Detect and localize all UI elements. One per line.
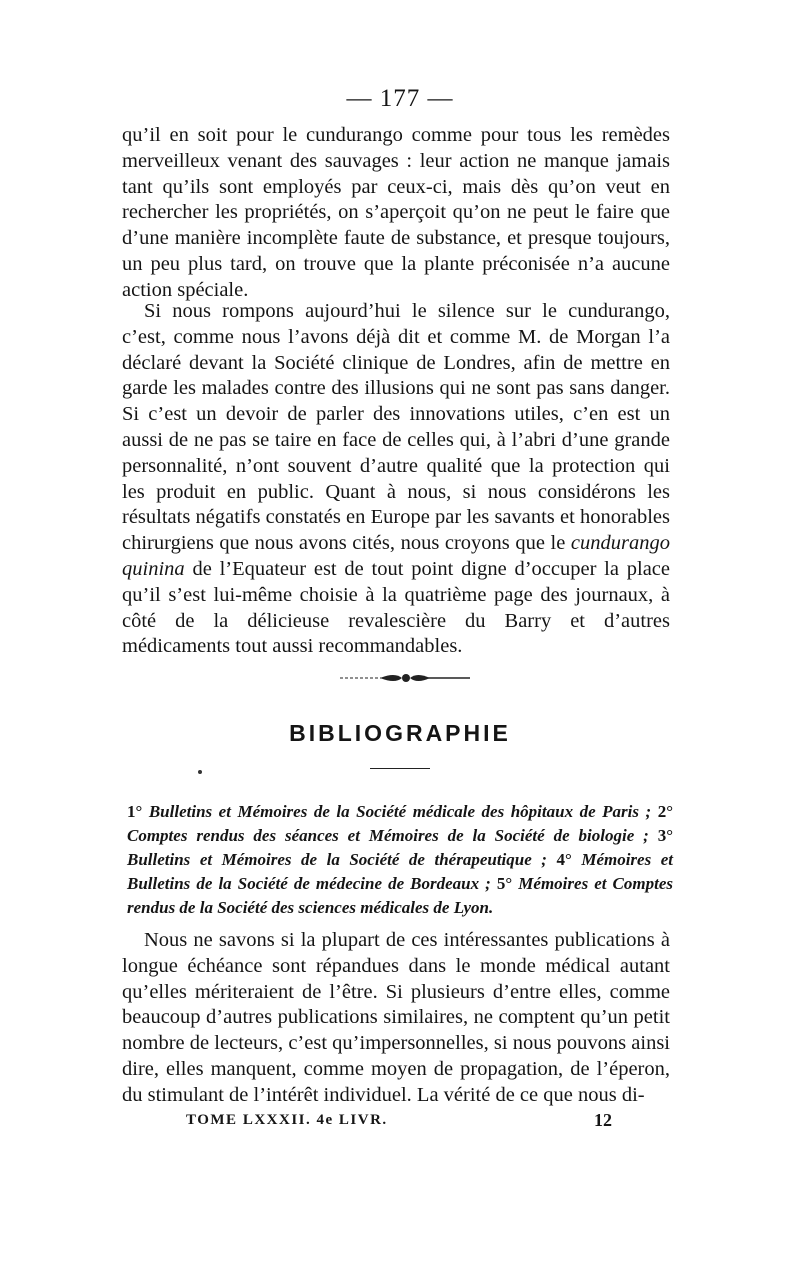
biblio-entry-4: Mémoires et Bulletins de la Société de médecine de Bordeaux ; [127,850,674,893]
paragraph-publications [122,928,670,1109]
biblio-num-3: 3° [657,826,673,845]
heading-rule [370,768,430,769]
paragraph-3-text: Nous ne savons si la plupart de ces intéressantes publications à longue échéance sont répandues dans le monde médical autant qu’elles mériteraient de l’être. Si plusieurs d’entre elles, comme beaucoup d’autres publications similaires, ne comptent qu’un petit nombre de lecteurs, c’est qu’impersonnelles, si nous pouvons ainsi dire, elles manquent, comme moyen de propagation, de l’éperon, du stimulant de l’intérêt individuel. La vérité de ce que nous di- [122,929,670,1106]
paragraph-2-text [122,299,670,660]
ink-speck [198,770,202,774]
biblio-num-5: 5° [496,874,513,893]
biblio-num-1: 1° [127,802,143,821]
biblio-num-2: 2° [657,802,674,821]
biblio-num-4: 4° [556,850,572,869]
signature-number: 12 [594,1110,612,1130]
signature-mark: TOME LXXXII. 4e LIVR. [186,1112,388,1128]
page-number: — 177 — [346,85,454,112]
paragraph-1-text: qu’il en soit pour le cundurango comme pour tous les remèdes merveilleux venant des sauvages : leur action ne manque jamais tant qu’ils sont employés par ceux-ci, mais dès qu’on veut en rechercher les propriétés, on s’aperçoit qu’on ne peut le faire que d’une manière incomplète faute de substance, et presque toujours, un peu plus tard, on trouve que la plante préconisée n’a aucune action spéciale. [122,124,670,301]
ornament-divider [340,668,470,688]
paragraph-2-italic: cundurango quinina [122,532,670,580]
biblio-entry-2: Comptes rendus des séances et Mémoires de la Société de biologie ; [127,826,649,845]
bibliography-list [127,800,673,920]
biblio-entry-5: Mémoires et Comptes rendus de la Société des sciences médicales de Lyon. [127,874,674,917]
section-heading: BIBLIOGRAPHIE [289,720,511,746]
paragraph-2-before: Si nous rompons aujourd’hui le silence sur le cundurango, c’est, comme nous l’avons déjà dit et comme M. de Morgan l’a déclaré devant la Société clinique de Londres, afin de mettre en garde les malades contre des illusions qui ne sont pas sans danger. Si c’est un devoir de parler des innovations utiles, c’en est un aussi de ne pas se taire en face de celles qui, à l’abri d’une grande personnalité, n’ont souvent d’autre qualité que la protection qui les produit en public. Quant à nous, si nous considérons les résultats négatifs constatés en Europe par les savants et honorables chirurgiens que nous avons cités, nous croyons que le [122,300,670,555]
paragraph-2-after: de l’Equateur est de tout point digne d’occuper la place qu’il s’est lui-même choisie à la quatrième page des journaux, à côté de la délicieuse revalescière du Barry et d’autres médicaments tout aussi recommandables. [122,557,670,658]
biblio-entry-3: Bulletins et Mémoires de la Société de thérapeutique ; [127,850,547,869]
biblio-entry-1: Bulletins et Mémoires de la Société médicale des hôpitaux de Paris ; [148,802,652,821]
paragraph-continuation [122,123,670,304]
paragraph-cundurango [122,299,670,660]
